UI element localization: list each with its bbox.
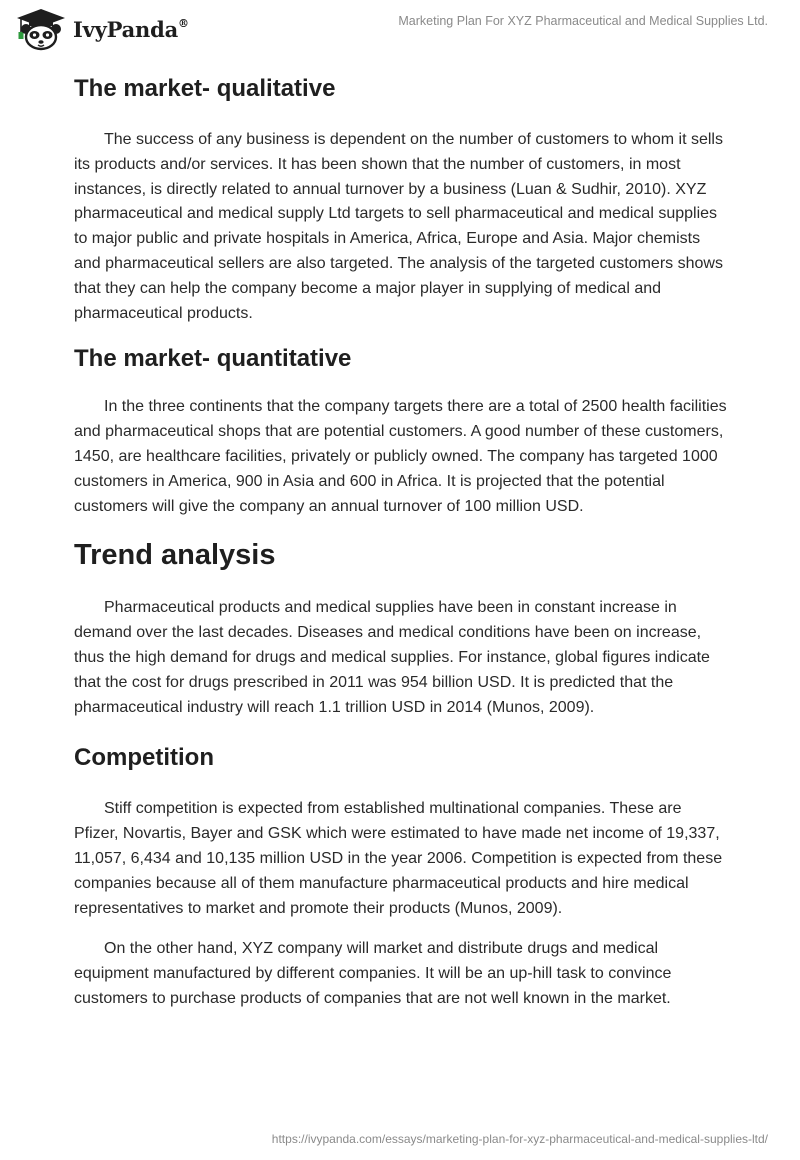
paragraph: The success of any business is dependent on the number of customers to whom it sells its products and/or services. It has been shown that the number of customers, in most instances, is directly related to annual turnover by a business (Luan & Sudhir, 2010). XYZ pharmaceutical and medical supply Ltd targets to sell pharmaceutical and medical supplies to major public and private hospitals in America, Africa, Europe and Asia. Major chemists and pharmaceutical sellers are also targeted. The analysis of the targeted customers shows that they can help the company become a major player in supplying of medical and pharmaceutical products.: [74, 131, 723, 322]
article-body: [74, 70, 728, 1012]
paragraph: In the three continents that the company targets there are a total of 2500 health facilities and pharmaceutical shops that are potential customers. A good number of these customers, 1450, are healthcare facilities, privately or publicly owned. The company has targeted 1000 customers in America, 900 in Asia and 600 in Africa. It is projected that the potential customers will give the company an annual turnover of 100 million USD.: [74, 398, 727, 515]
ivypanda-logo[interactable]: [15, 7, 189, 51]
section-competition: [74, 741, 728, 1011]
section-market-qualitative: [74, 72, 728, 326]
page-header: [0, 0, 800, 66]
section-heading: Competition: [74, 744, 214, 772]
paragraph: Stiff competition is expected from established multinational companies. These are Pfizer, Novartis, Bayer and GSK which were estimated to have made net income of 19,337, 11,057, 6,434 and 10,135 million USD in the year 2006. Competition is expected from these companies because all of them manufacture pharmaceutical products and hire medical representatives to market and promote their products (Munos, 2009).: [74, 800, 723, 917]
paragraph: Pharmaceutical products and medical supplies have been in constant increase in demand over the last decades. Diseases and medical conditions have been on increase, thus the high demand for drugs and medical supplies. For instance, global figures indicate that the cost for drugs prescribed in 2011 was 954 billion USD. It is predicted that the pharmaceutical industry will reach 1.1 trillion USD in 2014 (Munos, 2009).: [74, 599, 710, 716]
registered-mark: ®: [178, 16, 189, 30]
section-trend-analysis: [74, 535, 728, 720]
brand-name: IvyPanda®: [73, 16, 189, 42]
document-title: Marketing Plan For XYZ Pharmaceutical and Medical Supplies Ltd.: [398, 14, 768, 28]
section-market-quantitative: [74, 342, 728, 519]
section-heading: Trend analysis: [74, 539, 276, 572]
paragraph: On the other hand, XYZ company will market and distribute drugs and medical equipment manufactured by different companies. It will be an up-hill task to convince customers to purchase products of companies that are not well known in the market.: [74, 940, 672, 1007]
panda-graduate-icon: [15, 7, 67, 51]
section-heading: The market- qualitative: [74, 75, 336, 102]
section-heading: The market- quantitative: [74, 345, 352, 373]
source-url[interactable]: https://ivypanda.com/essays/marketing-plan-for-xyz-pharmaceutical-and-medical-supplies-ltd/: [271, 1132, 768, 1146]
